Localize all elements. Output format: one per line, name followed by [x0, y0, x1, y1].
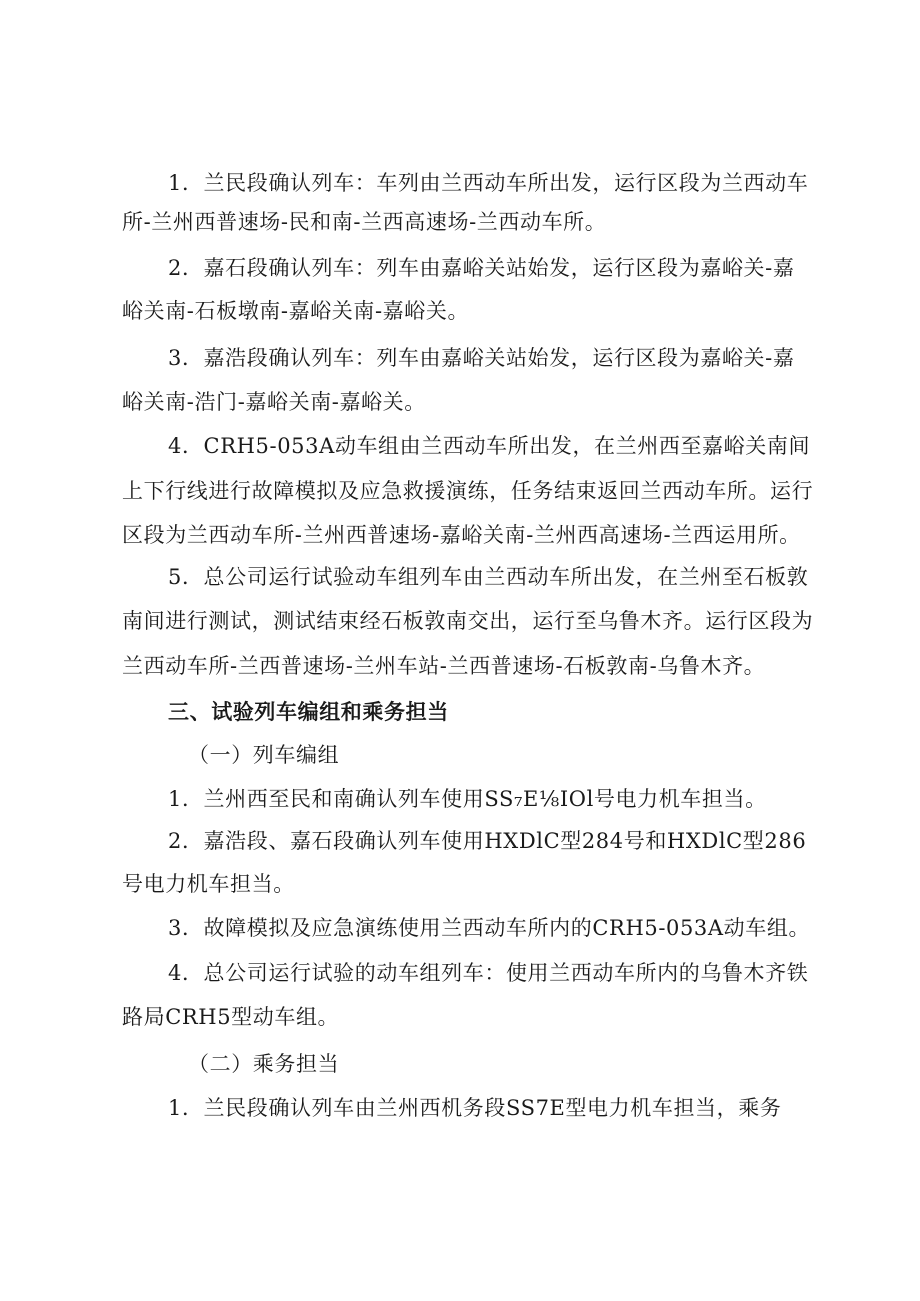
item-4-line-2: 上下行线进行故障模拟及应急救援演练，任务结束返回兰西动车所。运行	[122, 479, 814, 503]
subsection-heading-1: （一）列车编组	[188, 743, 340, 767]
subsection-heading-2: （二）乘务担当	[188, 1052, 340, 1076]
item-4-line-1: 4．CRH5-053A动车组由兰西动车所出发，在兰州西至嘉峪关南间	[168, 434, 811, 458]
compose-item-4-line-1: 4．总公司运行试验的动车组列车：使用兰西动车所内的乌鲁木齐铁	[168, 961, 809, 985]
compose-item-4-line-2: 路局CRH5型动车组。	[122, 1005, 340, 1029]
item-5-line-3: 兰西动车所-兰西普速场-兰州车站-兰西普速场-石板敦南-乌鲁木齐。	[122, 654, 766, 678]
item-1-line-1: 1．兰民段确认列车：车列由兰西动车所出发，运行区段为兰西动车	[168, 171, 809, 195]
item-5-line-1: 5．总公司运行试验动车组列车由兰西动车所出发，在兰州至石板敦	[168, 565, 809, 589]
section-heading: 三、试验列车编组和乘务担当	[168, 699, 449, 724]
compose-item-1-line-1: 1．兰州西至民和南确认列车使用SS₇E⅛IOl号电力机车担当。	[168, 787, 767, 811]
compose-item-3-line-1: 3．故障模拟及应急演练使用兰西动车所内的CRH5-053A动车组。	[168, 916, 811, 940]
item-2-line-2: 峪关南-石板墩南-嘉峪关南-嘉峪关。	[122, 299, 470, 323]
item-2-line-1: 2．嘉石段确认列车：列车由嘉峪关站始发，运行区段为嘉峪关-嘉	[168, 256, 795, 280]
item-1-line-2: 所-兰州西普速场-民和南-兰西高速场-兰西动车所。	[122, 210, 607, 234]
crew-item-1-line-1: 1．兰民段确认列车由兰州西机务段SS7E型电力机车担当，乘务	[168, 1096, 782, 1120]
compose-item-2-line-2: 号电力机车担当。	[122, 872, 295, 896]
item-3-line-1: 3．嘉浩段确认列车：列车由嘉峪关站始发，运行区段为嘉峪关-嘉	[168, 346, 795, 370]
item-4-line-3: 区段为兰西动车所-兰州西普速场-嘉峪关南-兰州西高速场-兰西运用所。	[122, 523, 801, 547]
item-3-line-2: 峪关南-浩门-嘉峪关南-嘉峪关。	[122, 390, 426, 414]
compose-item-2-line-1: 2．嘉浩段、嘉石段确认列车使用HXDlC型284号和HXDlC型286	[168, 829, 807, 853]
item-5-line-2: 南间进行测试，测试结束经石板敦南交出，运行至乌鲁木齐。运行区段为	[122, 609, 814, 633]
